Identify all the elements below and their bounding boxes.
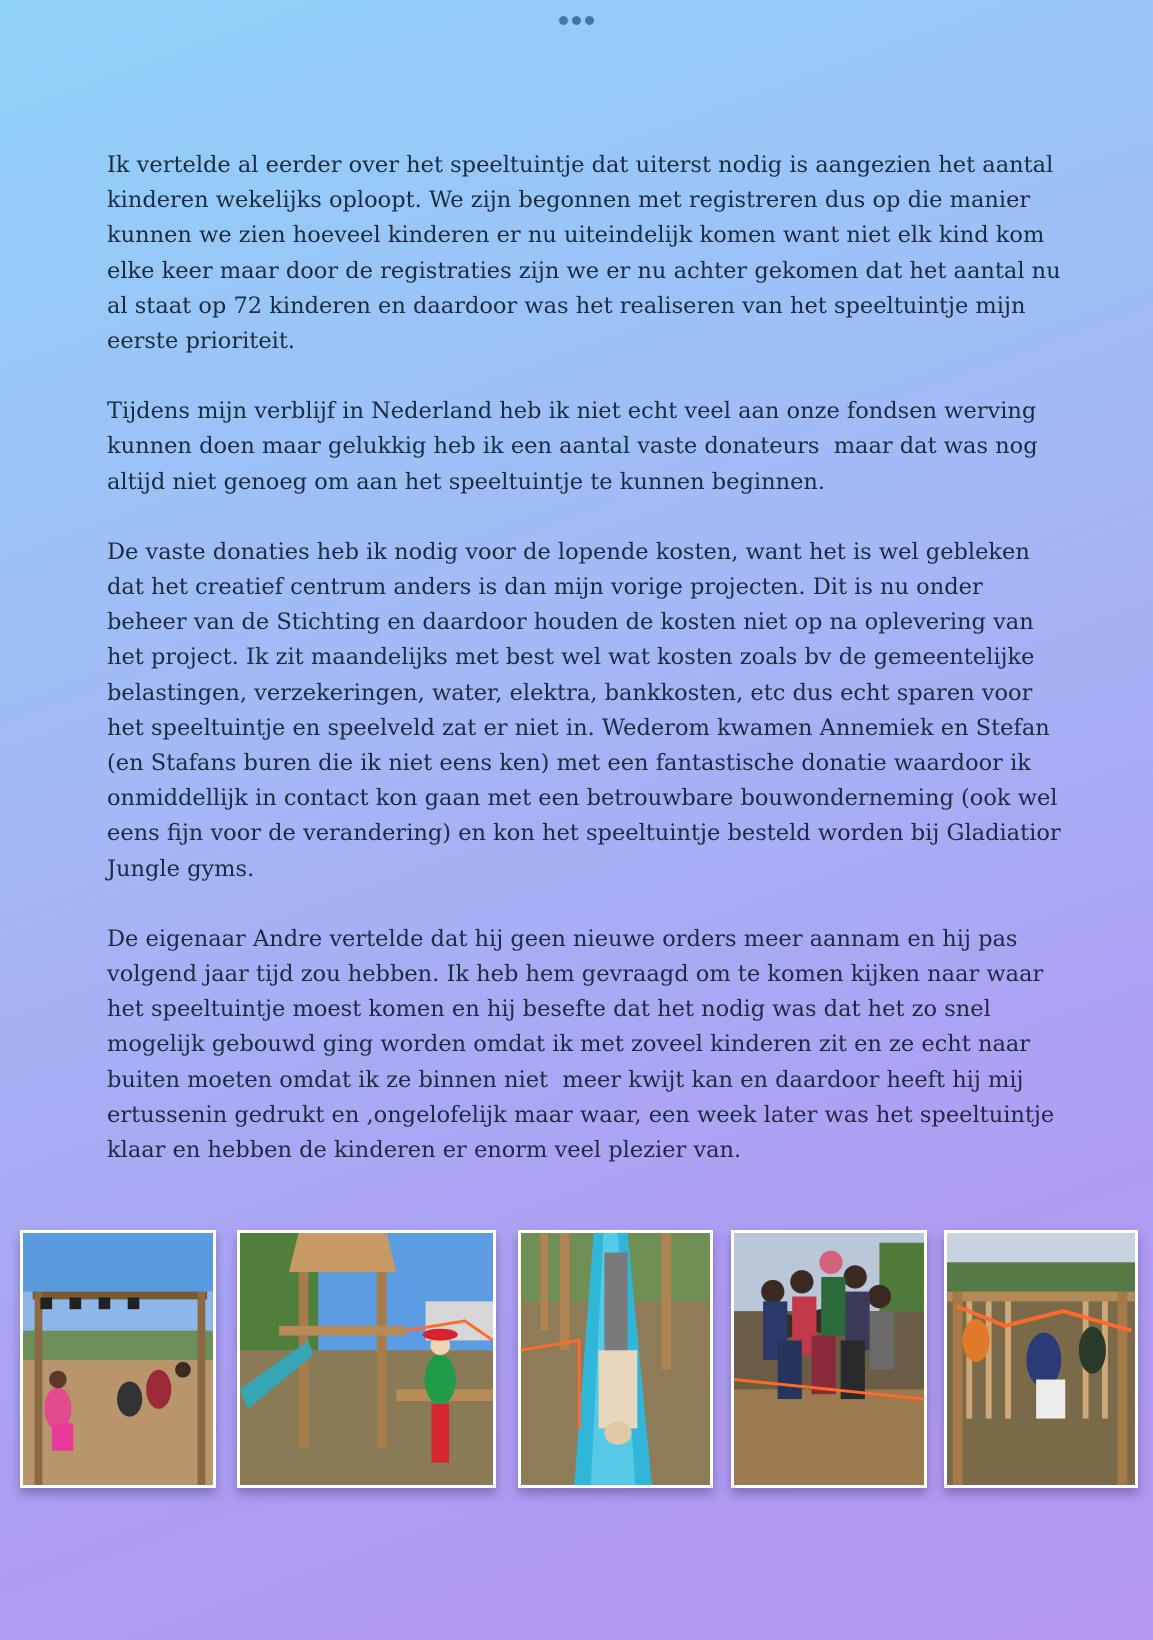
- article-paragraph: Tijdens mijn verblijf in Nederland heb ik niet echt veel aan onze fondsen werving kunnen doen maar gelukkig heb ik een aantal vaste donateurs maar dat was nog altijd niet genoeg om aan het speeltuintje te kunnen beginnen.: [107, 398, 1045, 495]
- photo-gallery: [0, 1230, 1153, 1490]
- slide-photo[interactable]: [518, 1230, 713, 1488]
- swing-set-photo[interactable]: [20, 1230, 216, 1488]
- article-paragraph: Ik vertelde al eerder over het speeltuintje dat uiterst nodig is aangezien het aantal kinderen wekelijks oploopt. We zijn begonnen met registreren dus op die manier kunnen we zien hoeveel kinderen er nu uiteindelijk komen want niet elk kind kom elke keer maar door de registraties zijn we er nu achter gekomen dat het aantal nu al staat op 72 kinderen en daardoor was het realiseren van het speeltuintje mijn eerste prioriteit.: [107, 152, 1068, 355]
- article-body: [107, 148, 1067, 1203]
- more-dots-icon: [559, 16, 568, 25]
- article-paragraph: De vaste donaties heb ik nodig voor de lopende kosten, want het is wel gebleken dat het creatief centrum anders is dan mijn vorige projecten. Dit is nu onder beheer van de Stichting en daardoor houden de kosten niet op na oplevering van het project. Ik zit maandelijks met best wel wat kosten zoals bv de gemeentelijke belastingen, verzekeringen, water, elektra, bankkosten, etc dus echt sparen voor het speeltuintje en speelveld zat er niet in. Wederom kwamen Annemiek en Stefan (en Stafans buren die ik niet eens ken) met een fantastische donatie waardoor ik onmiddellijk in contact kon gaan met een betrouwbare bouwonderneming (ook wel eens fijn voor de verandering) en kon het speeltuintje besteld worden bij Gladiatior Jungle gyms.: [107, 538, 1068, 882]
- more-menu-button[interactable]: [0, 16, 1153, 25]
- more-dots-icon: [572, 16, 581, 25]
- more-dots-icon: [585, 16, 594, 25]
- monkey-bars-photo[interactable]: [944, 1230, 1138, 1488]
- article-paragraph: De eigenaar Andre vertelde dat hij geen nieuwe orders meer aannam en hij pas volgend jaar tijd zou hebben. Ik heb hem gevraagd om te komen kijken naar waar het speeltuintje moest komen en hij besefte dat het nodig was dat het zo snel mogelijk gebouwd ging worden omdat ik met zoveel kinderen zit en ze echt naar buiten moeten omdat ik ze binnen niet meer kwijt kan en daardoor heeft hij mij ertussenin gedrukt en ,ongelofelijk maar waar, een week later was het speeltuintje klaar en hebben de kinderen er enorm veel plezier van.: [107, 925, 1062, 1164]
- climbing-frame-photo[interactable]: [237, 1230, 496, 1488]
- group-children-photo[interactable]: [731, 1230, 927, 1488]
